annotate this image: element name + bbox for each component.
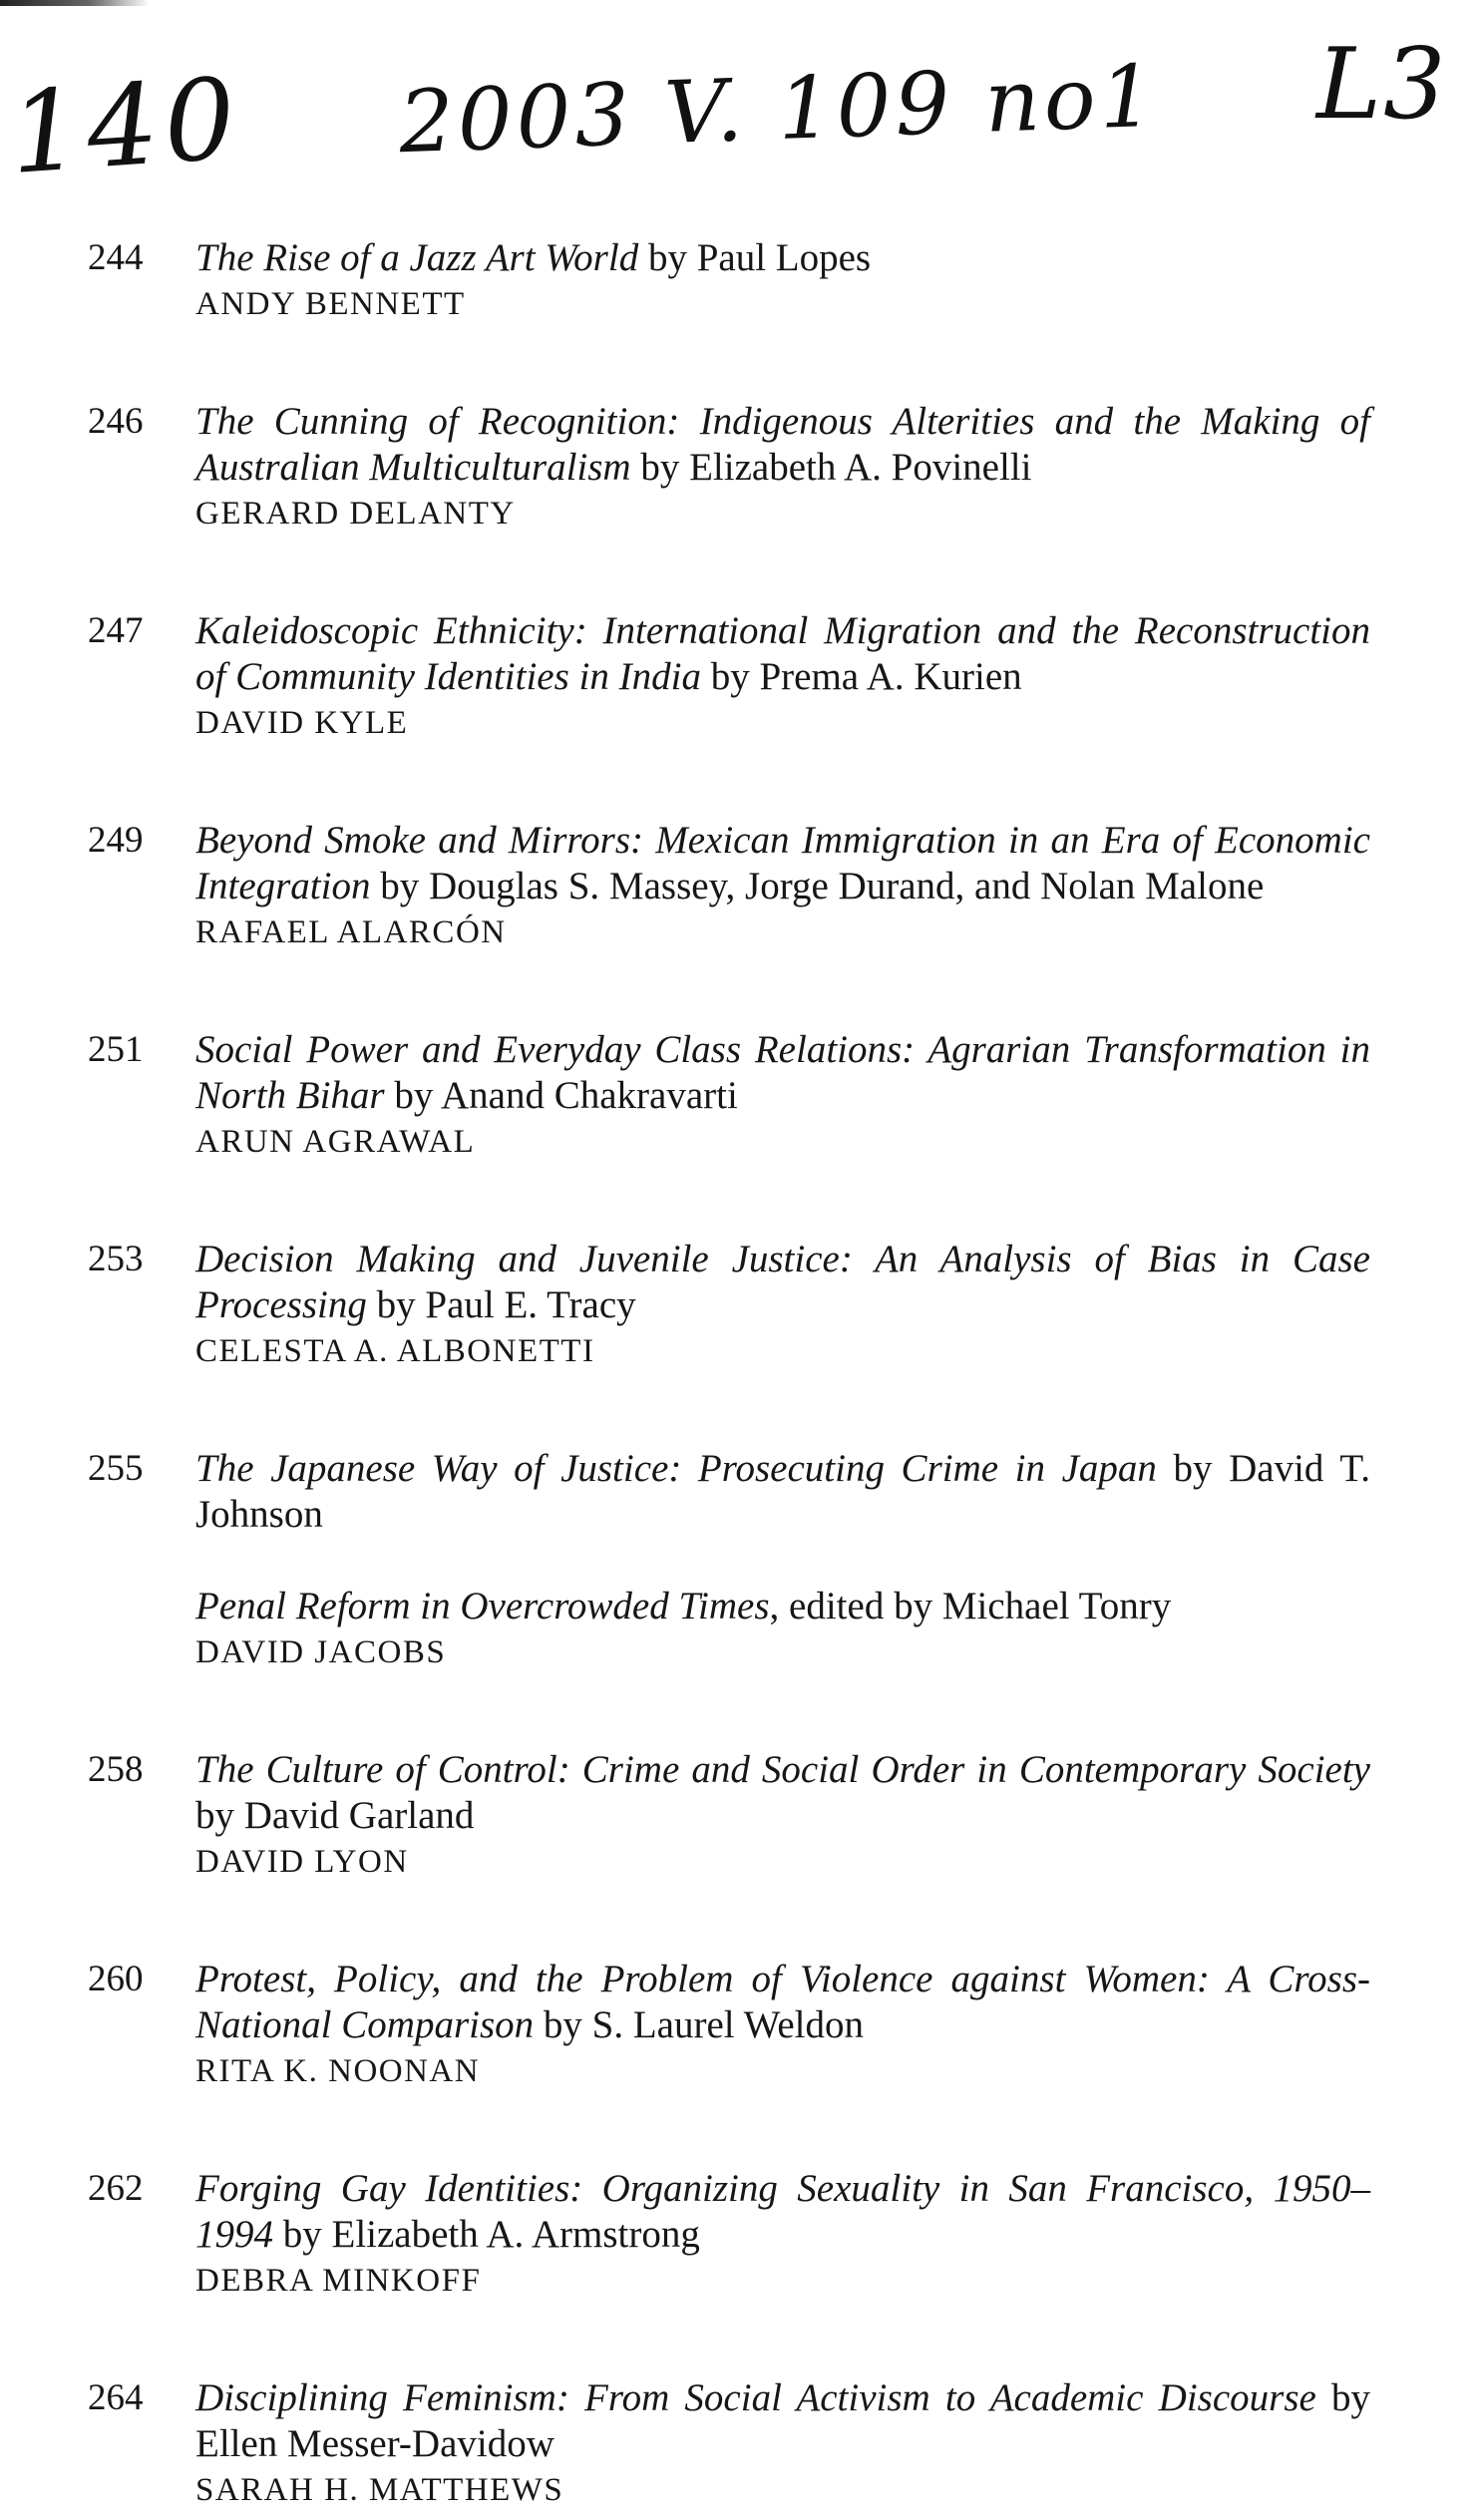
book-author: by Elizabeth A. Povinelli bbox=[630, 446, 1032, 489]
book-title: Beyond Smoke and Mirrors: Mexican Immigration in an Era of Economic Integration bbox=[195, 819, 1370, 907]
reviewer-name: RAFAEL ALARCÓN bbox=[195, 914, 507, 950]
entry-body bbox=[195, 235, 1370, 327]
book-citation bbox=[195, 818, 1370, 909]
book-citation-second bbox=[195, 1584, 1370, 1629]
book-title: The Rise of a Jazz Art World bbox=[195, 236, 639, 279]
book-title: Protest, Policy, and the Problem of Violence against Women: A Cross-National Comparison bbox=[195, 1958, 1370, 2046]
page-number: 258 bbox=[88, 1749, 144, 1790]
review-entry bbox=[88, 2375, 1384, 2513]
review-entry bbox=[88, 1027, 1384, 1165]
handwritten-note-middle: 2003 V. 109 no1 bbox=[397, 46, 1160, 174]
book-citation bbox=[195, 1747, 1370, 1839]
book-citation bbox=[195, 608, 1370, 700]
reviewer-name: SARAH H. MATTHEWS bbox=[195, 2472, 564, 2508]
entry-body bbox=[195, 399, 1370, 537]
reviewer-name: DAVID LYON bbox=[195, 1844, 409, 1880]
reviewer-name: GERARD DELANTY bbox=[195, 496, 516, 532]
book-author: by David T. Johnson bbox=[195, 1447, 1370, 1536]
page-number: 262 bbox=[88, 2168, 144, 2209]
page-number: 247 bbox=[88, 610, 144, 651]
page-number: 244 bbox=[88, 237, 144, 278]
reviewer-name: ARUN AGRAWAL bbox=[195, 1124, 476, 1160]
entry-body bbox=[195, 2375, 1370, 2513]
book-title: Kaleidoscopic Ethnicity: International Migration and the Reconstruction of Community Identities in India bbox=[195, 609, 1370, 698]
reviewer-name: CELESTA A. ALBONETTI bbox=[195, 1333, 595, 1369]
review-entry bbox=[88, 2166, 1384, 2304]
book-citation bbox=[195, 235, 1370, 281]
book-author: by Prema A. Kurien bbox=[700, 655, 1022, 698]
review-entry bbox=[88, 1747, 1384, 1885]
entry-body bbox=[195, 1027, 1370, 1165]
page-number: 264 bbox=[88, 2377, 144, 2418]
book-title: The Cunning of Recognition: Indigenous Alterities and the Making of Australian Multiculturalism bbox=[195, 400, 1370, 489]
reviewer-name: DAVID KYLE bbox=[195, 705, 409, 741]
book-title: Decision Making and Juvenile Justice: An Analysis of Bias in Case Processing bbox=[195, 1238, 1370, 1326]
page-number: 251 bbox=[88, 1029, 144, 1070]
book-author: by Ellen Messer-Davidow bbox=[195, 2376, 1371, 2465]
book-author: by David Garland bbox=[195, 1794, 475, 1837]
review-entry bbox=[88, 608, 1384, 746]
book-title: The Japanese Way of Justice: Prosecuting Crime in Japan bbox=[195, 1447, 1157, 1490]
reviewer-name: RITA K. NOONAN bbox=[195, 2053, 481, 2089]
entry-body bbox=[195, 1747, 1370, 1885]
reviewer-name: DAVID JACOBS bbox=[195, 1634, 447, 1670]
book-citation bbox=[195, 399, 1370, 491]
reviewer-name: ANDY BENNETT bbox=[195, 286, 466, 322]
review-entry bbox=[88, 399, 1384, 537]
book-title: Social Power and Everyday Class Relations: Agrarian Transformation in North Bihar bbox=[195, 1028, 1370, 1117]
book-title: The Culture of Control: Crime and Social Order in Contemporary Society bbox=[195, 1748, 1370, 1791]
book-citation bbox=[195, 1027, 1370, 1119]
review-entry bbox=[88, 1237, 1384, 1374]
book-title: Disciplining Feminism: From Social Activism to Academic Discourse bbox=[195, 2376, 1316, 2419]
page-number: 253 bbox=[88, 1239, 144, 1279]
handwritten-note-right: L3 bbox=[1316, 28, 1448, 142]
book-citation bbox=[195, 2375, 1370, 2467]
page-number: 246 bbox=[88, 401, 144, 442]
entry-body bbox=[195, 1237, 1370, 1374]
book-title: Forging Gay Identities: Organizing Sexuality in San Francisco, 1950–1994 bbox=[195, 2167, 1370, 2256]
entry-body bbox=[195, 1957, 1370, 2094]
book-citation bbox=[195, 1446, 1370, 1538]
entry-body bbox=[195, 1446, 1370, 1675]
book-editor: , edited by Michael Tonry bbox=[769, 1585, 1172, 1627]
review-list bbox=[88, 235, 1384, 2520]
handwritten-note-left: 140 bbox=[5, 54, 246, 199]
review-entry bbox=[88, 818, 1384, 955]
book-author: by Douglas S. Massey, Jorge Durand, and Nolan Malone bbox=[370, 865, 1265, 907]
book-author: by Elizabeth A. Armstrong bbox=[273, 2213, 700, 2256]
entry-body bbox=[195, 818, 1370, 955]
entry-body bbox=[195, 2166, 1370, 2304]
scan-edge-artifact bbox=[0, 0, 150, 6]
review-entry bbox=[88, 235, 1384, 327]
book-citation bbox=[195, 1957, 1370, 2048]
book-author: by S. Laurel Weldon bbox=[534, 2003, 864, 2046]
book-author: by Paul Lopes bbox=[638, 236, 872, 279]
review-entry bbox=[88, 1446, 1384, 1675]
reviewer-name: DEBRA MINKOFF bbox=[195, 2263, 482, 2299]
book-citation bbox=[195, 1237, 1370, 1328]
book-title: Penal Reform in Overcrowded Times bbox=[195, 1585, 770, 1627]
book-author: by Anand Chakravarti bbox=[384, 1074, 738, 1117]
page-number: 260 bbox=[88, 1959, 144, 1999]
page-number: 255 bbox=[88, 1448, 144, 1489]
entry-body bbox=[195, 608, 1370, 746]
page-number: 249 bbox=[88, 820, 144, 861]
book-citation bbox=[195, 2166, 1370, 2258]
review-entry bbox=[88, 1957, 1384, 2094]
book-author: by Paul E. Tracy bbox=[366, 1283, 636, 1326]
